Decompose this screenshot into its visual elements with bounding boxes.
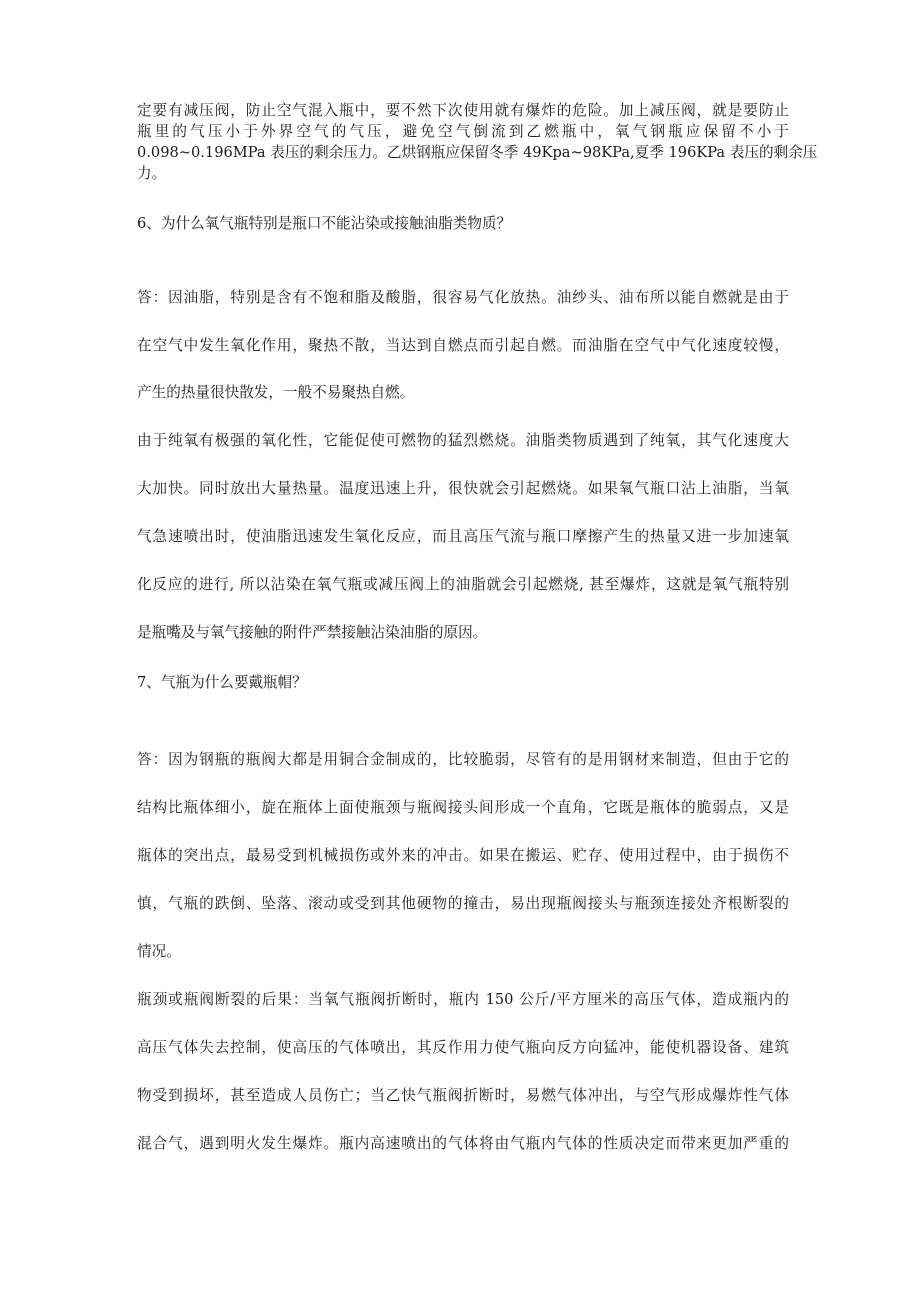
q7-answer-line: 答：因为钢瓶的瓶阀大都是用铜合金制成的，比较脆弱，尽管有的是用钢材来制造，但由于它的 xyxy=(137,751,789,768)
intro-line: 瓶里的气压小于外界空气的气压，避免空气倒流到乙燃瓶中，氧气钢瓶应保留不小于 xyxy=(137,123,789,140)
q6-paragraph-line: 是瓶嘴及与氧气接触的附件严禁接触沾染油脂的原因。 xyxy=(137,624,488,641)
q7-answer-line: 结构比瓶体细小，旋在瓶体上面使瓶颈与瓶阀接头间形成一个直角，它既是瓶体的脆弱点，又是 xyxy=(137,799,789,816)
q7-answer-line: 慎，气瓶的跌倒、坠落、滚动或受到其他硬物的撞击，易出现瓶阀接头与瓶颈连接处齐根断裂的 xyxy=(137,895,789,912)
q6-answer-line: 答：因油脂，特别是含有不饱和脂及酸脂，很容易气化放热。油纱头、油布所以能自燃就是由于 xyxy=(137,289,789,306)
q7-answer-line: 情况。 xyxy=(137,943,181,960)
q7-paragraph-line: 瓶颈或瓶阀断裂的后果：当氧气瓶阀折断时，瓶内 150 公斤/平方厘米的高压气体，造成瓶内的 xyxy=(137,991,789,1008)
question-7-title: 7、气瓶为什么要戴瓶帽？ xyxy=(137,674,307,691)
q6-paragraph-line: 化反应的进行, 所以沾染在氧气瓶或减压阀上的油脂就会引起燃烧, 甚至爆炸，这就是氧气瓶特别 xyxy=(137,576,789,593)
q7-paragraph-line: 物受到损坏，甚至造成人员伤亡；当乙快气瓶阀折断时，易燃气体冲出，与空气形成爆炸性气体 xyxy=(137,1087,789,1104)
q6-paragraph-line: 由于纯氧有极强的氧化性，它能促使可燃物的猛烈燃烧。油脂类物质遇到了纯氧，其气化速度大 xyxy=(137,432,789,449)
q7-answer-line: 瓶体的突出点，最易受到机械损伤或外来的冲击。如果在搬运、贮存、使用过程中，由于损伤不 xyxy=(137,847,789,864)
q6-answer-line: 在空气中发生氧化作用，聚热不散，当达到自燃点而引起自燃。而油脂在空气中气化速度较慢， xyxy=(137,337,789,354)
intro-line: 0.098~0.196MPa 表压的剩余压力。乙烘钢瓶应保留冬季 49Kpa~98KPa,夏季 196KPa 表压的剩余压 xyxy=(137,144,818,161)
q6-paragraph-line: 大加快。同时放出大量热量。温度迅速上升，很快就会引起燃烧。如果氧气瓶口沾上油脂，当氧 xyxy=(137,480,789,497)
q7-paragraph-line: 混合气，遇到明火发生爆炸。瓶内高速喷出的气体将由气瓶内气体的性质决定而带来更加严重的 xyxy=(137,1135,789,1152)
q7-paragraph-line: 高压气体失去控制，使高压的气体喷出，其反作用力使气瓶向反方向猛冲，能使机器设备、建筑 xyxy=(137,1039,789,1056)
intro-line: 定要有减压阀，防止空气混入瓶中，要不然下次使用就有爆炸的危险。加上减压阀，就是要防止 xyxy=(137,102,789,119)
q6-paragraph-line: 气急速喷出时，使油脂迅速发生氧化反应，而且高压气流与瓶口摩擦产生的热量又进一步加速氧 xyxy=(137,528,789,545)
q6-answer-line: 产生的热量很快散发，一般不易聚热自燃。 xyxy=(137,384,415,401)
intro-line: 力。 xyxy=(137,165,167,182)
question-6-title: 6、为什么氧气瓶特别是瓶口不能沾染或接触油脂类物质？ xyxy=(137,215,512,232)
